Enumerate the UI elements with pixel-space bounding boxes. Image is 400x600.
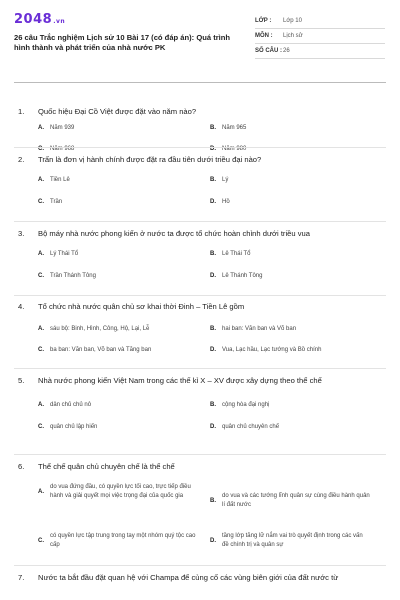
question-text: Nước ta bắt đầu đặt quan hệ với Champa để củng cố các vùng biên giới của đất nước từ bbox=[38, 573, 339, 582]
header-divider bbox=[14, 82, 386, 83]
option-d[interactable]: D. Hồ bbox=[210, 199, 230, 205]
option-a[interactable]: A. Năm 939 bbox=[38, 125, 75, 131]
question-5: 5. Nhà nước phong kiến Việt Nam trong các thế kỉ X – XV được xây dựng theo thể chế A. dân chủ chủ nô B. cộng hòa đại nghị C. quân chủ lập hiến D. quân chủ chuyên chế bbox=[18, 375, 388, 437]
question-text: Quốc hiệu Đại Cồ Việt được đặt vào năm nào? bbox=[38, 107, 197, 116]
option-a[interactable]: A. Lý Thái Tổ bbox=[38, 251, 79, 257]
option-c[interactable]: C. Trần bbox=[38, 199, 63, 205]
option-d[interactable]: D. quân chủ chuyên chế bbox=[210, 424, 280, 430]
option-c[interactable]: C. Trần Thánh Tông bbox=[38, 273, 96, 279]
meta-row-grade: LỚP : Lớp 10 bbox=[255, 14, 385, 29]
option-b[interactable]: B. Năm 965 bbox=[210, 125, 247, 131]
option-b[interactable]: B. hai ban: Văn ban và Võ ban bbox=[210, 326, 297, 332]
question-text: Bộ máy nhà nước phong kiến ở nước ta được tổ chức hoàn chỉnh dưới triều vua bbox=[38, 229, 310, 238]
option-a[interactable]: A. dân chủ chủ nô bbox=[38, 402, 92, 408]
option-d[interactable]: D. Năm 980 bbox=[210, 146, 247, 152]
option-c[interactable]: C. quân chủ lập hiến bbox=[38, 424, 98, 430]
site-logo[interactable]: 2048.vn bbox=[14, 12, 66, 27]
question-2: 2. Trấn là đơn vị hành chính được đặt ra đầu tiên dưới triều đại nào? A. Tiền Lê B. Lý C. Trần D. Hồ bbox=[18, 154, 388, 212]
option-b[interactable]: B. Lê Thái Tổ bbox=[210, 251, 251, 257]
option-a[interactable]: A. Tiền Lê bbox=[38, 177, 70, 183]
option-b[interactable]: B. Lý bbox=[210, 177, 229, 183]
question-7: 7. Nước ta bắt đầu đặt quan hệ với Champa để củng cố các vùng biên giới của đất nước từ bbox=[18, 572, 388, 584]
question-text: Tổ chức nhà nước quân chủ sơ khai thời Đinh – Tiền Lê gồm bbox=[38, 302, 245, 311]
option-a[interactable]: A. do vua đứng đầu, có quyền lực tối cao, trực tiếp điều hành và giải quyết mọi việc trọng đại của quốc gia bbox=[38, 484, 191, 499]
question-6: 6. Thể chế quân chủ chuyên chế là thể chế A. do vua đứng đầu, có quyền lực tối cao, trực tiếp điều hành và giải quyết mọi việc trọng đại của quốc gia B. do vua và các tướng lĩnh quân sự cùng điều hành quản lí đất nước C. có quyền lực tập trung trong tay một nhóm quý tộc cao cấp D. tầng lớp tăng lữ nắm vai trò quyết định trong các vấn đề chính trị và quân sự bbox=[18, 461, 388, 569]
option-d[interactable]: D. Lê Thánh Tông bbox=[210, 273, 263, 279]
question-divider bbox=[14, 454, 386, 455]
page-title: 26 câu Trắc nghiệm Lịch sử 10 Bài 17 (có đáp án): Quá trình hình thành và phát triển của nhà nước PK bbox=[14, 33, 231, 52]
question-divider bbox=[14, 368, 386, 369]
question-divider bbox=[14, 295, 386, 296]
question-text: Nhà nước phong kiến Việt Nam trong các thế kỉ X – XV được xây dựng theo thể chế bbox=[38, 376, 322, 385]
option-c[interactable]: C. Năm 968 bbox=[38, 146, 75, 152]
question-divider bbox=[14, 565, 386, 566]
option-b[interactable]: B. cộng hòa đại nghị bbox=[210, 402, 270, 408]
question-3: 3. Bộ máy nhà nước phong kiến ở nước ta được tổ chức hoàn chỉnh dưới triều vua A. Lý Thái Tổ B. Lê Thái Tổ C. Trần Thánh Tông D. Lê Thánh Tông bbox=[18, 228, 388, 286]
question-1: 1. Quốc hiệu Đại Cồ Việt được đặt vào năm nào? A. Năm 939 B. Năm 965 C. Năm 968 D. Năm 980 bbox=[18, 106, 388, 164]
meta-row-subject: MÔN : Lịch sử bbox=[255, 29, 385, 44]
option-d[interactable]: D. tầng lớp tăng lữ nắm vai trò quyết định trong các vấn đề chính trị và quân sự bbox=[210, 533, 363, 548]
option-c[interactable]: C. có quyền lực tập trung trong tay một nhóm quý tộc cao cấp bbox=[38, 533, 196, 548]
question-divider bbox=[14, 221, 386, 222]
option-b[interactable]: B. do vua và các tướng lĩnh quân sự cùng điều hành quản lí đất nước bbox=[210, 493, 370, 508]
question-text: Trấn là đơn vị hành chính được đặt ra đầu tiên dưới triều đại nào? bbox=[38, 155, 262, 164]
document-header bbox=[0, 0, 400, 70]
meta-row-count: SỐ CÂU : 26 bbox=[255, 44, 385, 59]
option-c[interactable]: C. ba ban: Văn ban, Võ ban và Tăng ban bbox=[38, 347, 152, 353]
question-divider bbox=[14, 147, 386, 148]
meta-info bbox=[255, 14, 385, 59]
question-4: 4. Tổ chức nhà nước quân chủ sơ khai thời Đinh – Tiền Lê gồm A. sáu bộ: Binh, Hình, Công, Hộ, Lại, Lễ B. hai ban: Văn ban và Võ ban C. ba ban: Văn ban, Võ ban và Tăng ban D. Vua, Lạc hầu, Lạc tướng và Bồ chính bbox=[18, 301, 388, 359]
option-d[interactable]: D. Vua, Lạc hầu, Lạc tướng và Bồ chính bbox=[210, 347, 322, 353]
option-a[interactable]: A. sáu bộ: Binh, Hình, Công, Hộ, Lại, Lễ bbox=[38, 326, 150, 332]
question-text: Thể chế quân chủ chuyên chế là thể chế bbox=[38, 462, 175, 471]
